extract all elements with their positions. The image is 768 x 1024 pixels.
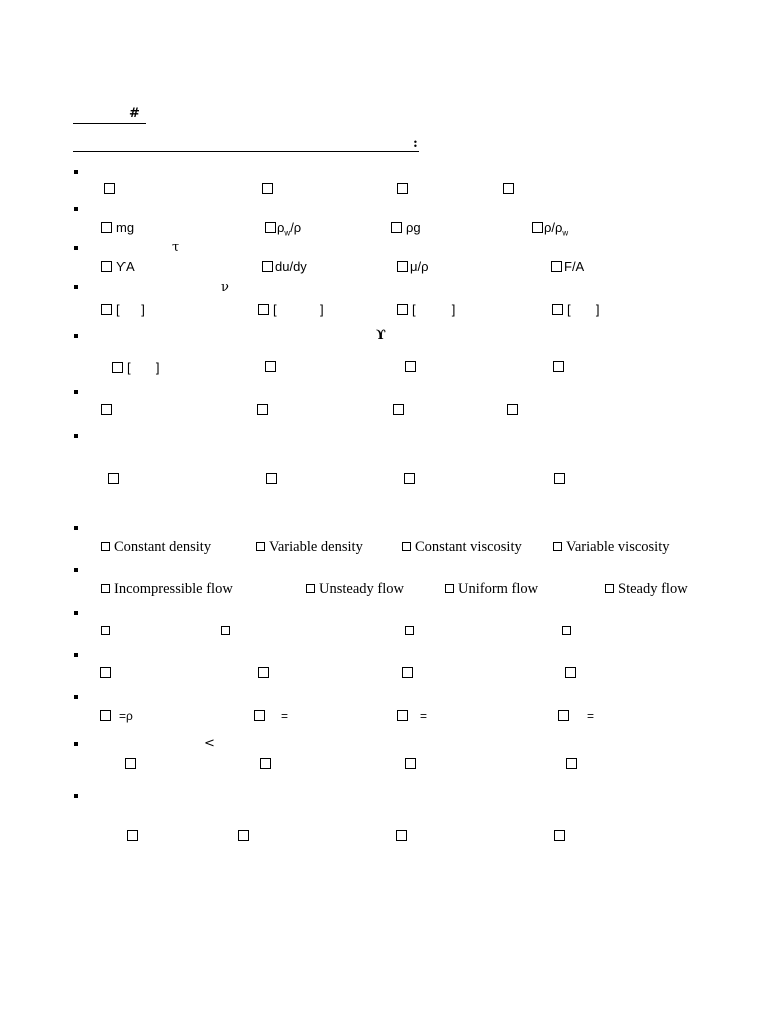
checkbox-icon[interactable] (104, 183, 115, 194)
option-label: [ ] (116, 302, 145, 317)
checkbox-icon[interactable] (101, 304, 112, 315)
option-checkbox[interactable] (101, 259, 135, 276)
question-symbol: < (204, 736, 215, 751)
question-bullet (74, 611, 78, 615)
option-checkbox[interactable] (553, 360, 568, 376)
question-bullet (74, 285, 78, 289)
option-checkbox[interactable] (221, 624, 234, 640)
checkbox-icon[interactable] (554, 830, 565, 841)
option-checkbox[interactable] (238, 829, 253, 845)
option-checkbox[interactable] (104, 182, 119, 198)
option-checkbox[interactable] (257, 403, 272, 419)
checkbox-icon[interactable] (562, 626, 571, 635)
option-label: [ ] (412, 302, 456, 317)
checkbox-icon[interactable] (108, 473, 119, 484)
option-checkbox[interactable] (565, 666, 580, 682)
checkbox-icon[interactable] (112, 362, 123, 373)
checkbox-icon[interactable] (532, 222, 543, 233)
option-checkbox[interactable] (101, 581, 233, 598)
option-checkbox[interactable] (262, 182, 277, 198)
option-checkbox[interactable] (256, 539, 363, 556)
checkbox-icon[interactable] (397, 710, 408, 721)
option-checkbox[interactable] (402, 666, 417, 682)
checkbox-icon[interactable] (507, 404, 518, 415)
option-checkbox[interactable] (397, 259, 429, 276)
option-label: μ/ρ (410, 259, 429, 274)
option-label: Steady flow (618, 581, 688, 597)
checkbox-icon[interactable] (127, 830, 138, 841)
option-checkbox[interactable] (553, 539, 670, 556)
option-checkbox[interactable] (396, 829, 411, 845)
option-checkbox[interactable] (405, 624, 418, 640)
option-label: Constant density (114, 539, 212, 555)
option-checkbox[interactable] (397, 708, 427, 725)
checkbox-icon[interactable] (265, 222, 276, 233)
option-checkbox[interactable] (306, 581, 404, 598)
checkbox-icon[interactable] (605, 584, 614, 593)
checkbox-icon[interactable] (404, 473, 415, 484)
option-label: Variable viscosity (566, 539, 670, 555)
question-bullet (74, 207, 78, 211)
checkbox-icon[interactable] (100, 667, 111, 678)
option-checkbox[interactable] (260, 757, 275, 773)
checkbox-icon[interactable] (257, 404, 268, 415)
option-label: [ ] (273, 302, 324, 317)
option-checkbox[interactable] (101, 624, 114, 640)
checkbox-icon[interactable] (262, 183, 273, 194)
checkbox-icon[interactable] (558, 710, 569, 721)
option-checkbox[interactable] (254, 708, 288, 725)
checkbox-icon[interactable] (552, 304, 563, 315)
option-label: Unsteady flow (319, 581, 404, 597)
checkbox-icon[interactable] (265, 361, 276, 372)
option-checkbox[interactable] (566, 757, 581, 773)
option-checkbox[interactable] (101, 403, 116, 419)
checkbox-icon[interactable] (397, 261, 408, 272)
option-checkbox[interactable] (265, 220, 301, 242)
checkbox-icon[interactable] (254, 710, 265, 721)
option-checkbox[interactable] (402, 539, 522, 556)
checkbox-icon[interactable] (405, 758, 416, 769)
checkbox-icon[interactable] (553, 361, 564, 372)
option-label: mg (116, 220, 135, 235)
option-checkbox[interactable] (127, 829, 142, 845)
option-checkbox[interactable] (266, 472, 281, 488)
option-label: $\rho_w/\rho$ (277, 220, 302, 238)
option-label: Variable density (269, 539, 363, 555)
option-checkbox[interactable] (258, 302, 324, 319)
checkbox-icon[interactable] (260, 758, 271, 769)
question-bullet (74, 434, 78, 438)
option-label: F/A (564, 259, 585, 274)
option-checkbox[interactable] (605, 581, 688, 598)
option-checkbox[interactable] (445, 581, 538, 598)
option-checkbox[interactable] (265, 360, 280, 376)
option-checkbox[interactable] (503, 182, 518, 198)
checkbox-icon[interactable] (405, 626, 414, 635)
option-checkbox[interactable] (391, 220, 421, 237)
option-label: $\rho/\rho_w$ (544, 220, 569, 238)
question-bullet (74, 170, 78, 174)
checkbox-icon[interactable] (101, 626, 110, 635)
question-bullet (74, 742, 78, 746)
checkbox-icon[interactable] (306, 584, 315, 593)
option-label: [ ] (127, 360, 160, 375)
checkbox-icon[interactable] (393, 404, 404, 415)
checkbox-icon[interactable] (258, 304, 269, 315)
option-checkbox[interactable] (532, 220, 568, 242)
question-bullet (74, 246, 78, 250)
checkbox-icon[interactable] (100, 710, 111, 721)
question-bullet (74, 695, 78, 699)
question-bullet (74, 568, 78, 572)
option-checkbox[interactable] (125, 757, 140, 773)
checkbox-icon[interactable] (266, 473, 277, 484)
checkbox-icon[interactable] (402, 542, 411, 551)
option-checkbox[interactable] (397, 302, 455, 319)
option-label: ϒA (116, 259, 135, 274)
checkbox-icon[interactable] (125, 758, 136, 769)
question-bullet (74, 334, 78, 338)
question-symbol: τ (172, 240, 180, 255)
option-checkbox[interactable] (258, 666, 273, 682)
checkbox-icon[interactable] (554, 473, 565, 484)
checkbox-icon[interactable] (553, 542, 562, 551)
question-bullet (74, 794, 78, 798)
checkbox-icon[interactable] (405, 361, 416, 372)
checkbox-icon[interactable] (101, 261, 112, 272)
question-bullet (74, 653, 78, 657)
question-symbol: ν (221, 280, 229, 295)
option-label: = (281, 709, 289, 723)
checkbox-icon[interactable] (551, 261, 562, 272)
option-checkbox[interactable] (551, 259, 584, 276)
checkbox-icon[interactable] (238, 830, 249, 841)
option-checkbox[interactable] (393, 403, 408, 419)
checkbox-icon[interactable] (397, 183, 408, 194)
option-checkbox[interactable] (262, 259, 307, 276)
option-checkbox[interactable] (405, 360, 420, 376)
question-bullet (74, 390, 78, 394)
checkbox-icon[interactable] (503, 183, 514, 194)
checkbox-icon[interactable] (391, 222, 402, 233)
option-label: Uniform flow (458, 581, 539, 597)
option-checkbox[interactable] (112, 360, 160, 377)
option-checkbox[interactable] (405, 757, 420, 773)
checkbox-icon[interactable] (221, 626, 230, 635)
option-label: du/dy (275, 259, 307, 274)
option-checkbox[interactable] (100, 666, 115, 682)
option-label: Incompressible flow (114, 581, 233, 597)
option-label: =ρ (119, 709, 133, 723)
header-underline-long (73, 151, 419, 152)
checkbox-icon[interactable] (262, 261, 273, 272)
checkbox-icon[interactable] (566, 758, 577, 769)
option-checkbox[interactable] (108, 472, 123, 488)
header-hash: # (129, 106, 140, 121)
option-label: Constant viscosity (415, 539, 522, 555)
checkbox-icon[interactable] (402, 667, 413, 678)
option-label: [ ] (567, 302, 600, 317)
checkbox-icon[interactable] (256, 542, 265, 551)
option-label: = (420, 709, 428, 723)
checkbox-icon[interactable] (258, 667, 269, 678)
header-underline-short (73, 123, 146, 124)
option-label: = (587, 709, 595, 723)
checkbox-icon[interactable] (397, 304, 408, 315)
option-checkbox[interactable] (404, 472, 419, 488)
checkbox-icon[interactable] (445, 584, 454, 593)
checkbox-icon[interactable] (101, 404, 112, 415)
checkbox-icon[interactable] (565, 667, 576, 678)
option-checkbox[interactable] (554, 472, 569, 488)
header-colon: : (413, 136, 418, 151)
option-checkbox[interactable] (554, 829, 569, 845)
checkbox-icon[interactable] (101, 584, 110, 593)
checkbox-icon[interactable] (101, 542, 110, 551)
option-checkbox[interactable] (552, 302, 600, 319)
option-checkbox[interactable] (101, 220, 134, 237)
option-checkbox[interactable] (101, 539, 211, 556)
checkbox-icon[interactable] (101, 222, 112, 233)
question-bullet (74, 526, 78, 530)
option-checkbox[interactable] (100, 708, 133, 725)
option-checkbox[interactable] (558, 708, 594, 725)
option-checkbox[interactable] (507, 403, 522, 419)
checkbox-icon[interactable] (396, 830, 407, 841)
option-label: ρg (406, 220, 421, 235)
option-checkbox[interactable] (101, 302, 145, 319)
option-checkbox[interactable] (397, 182, 412, 198)
option-checkbox[interactable] (562, 624, 575, 640)
question-symbol: ϒ (376, 328, 386, 343)
